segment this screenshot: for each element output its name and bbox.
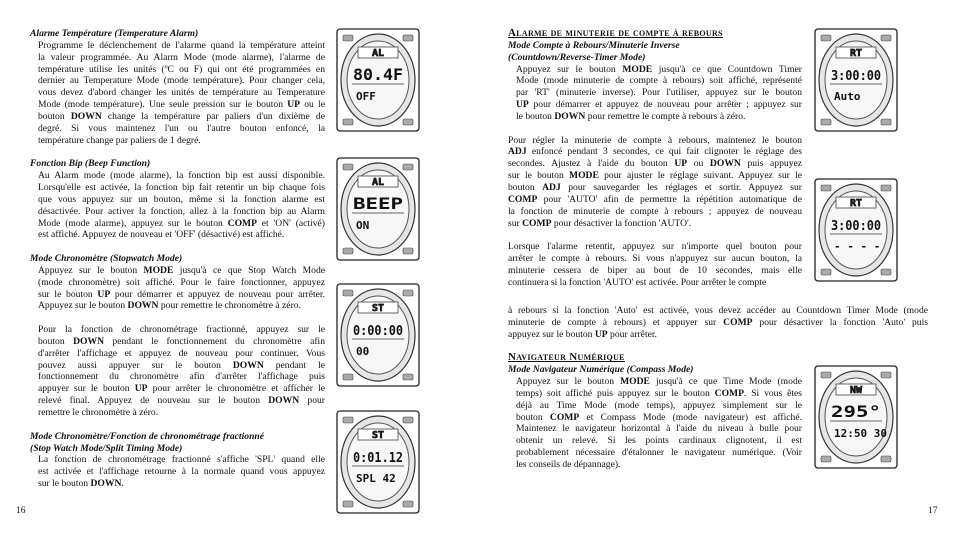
page-number-left: 16: [16, 506, 26, 516]
text-line: le bouton DOWN pour remettre le compte à rebours à zéro.: [516, 110, 746, 122]
text-line: bouton COMP et Compass Mode (mode navigateur) est affiché.: [516, 411, 802, 423]
right-column: [508, 28, 802, 289]
watch-button: [343, 417, 353, 423]
para-countdown-alarm-wide: [508, 305, 928, 341]
page-number-right: 17: [928, 506, 938, 516]
text-line: sur le bouton DOWN.: [38, 478, 124, 490]
lcd-main-value: 3:00:00: [831, 69, 882, 84]
text-line: minuterie cessera de biper au bout de 10 secondes, mais elle: [508, 264, 802, 276]
watch-button: [343, 164, 353, 170]
text-line: Mode (mode alarme), appuyez sur le bouton COMP et 'ON' (activé): [38, 217, 325, 229]
text-line: Lorsqu'elle est activée, la fonction bip fait retentir un bip chaque fois: [38, 181, 325, 193]
text-line: Appuyez sur le bouton DOWN pour remettre le chronomètre à zéro.: [38, 300, 301, 312]
watch-display-stopwatch: [336, 283, 420, 387]
para-countdown-setting: [508, 135, 802, 230]
watch-button: [881, 372, 891, 378]
text-line: La fonction de chronométrage fractionné s'affiche 'SPL' quand elle: [38, 454, 325, 466]
text-line: appuyer sur le bouton UP pour arrêter le chronomètre et afficher le: [38, 383, 326, 395]
lcd-main-value: BEEP: [353, 194, 403, 213]
watch-button: [343, 35, 353, 41]
text-line: COMP pour 'AUTO' afin de permettre la répétition automatique de: [508, 193, 802, 205]
heading-stopwatch-mode: Mode Chronomètre (Stopwatch Mode): [30, 253, 183, 265]
heading-split-timing-1: Mode Chronomètre/Fonction de chronométrage fractionné: [30, 430, 264, 442]
left-column: [30, 28, 325, 490]
watch-button: [881, 456, 891, 462]
para-split-timing: [30, 324, 325, 419]
watch-button: [821, 185, 831, 191]
text-line: par 'RT' (minuterie inverse). Pour l'utiliser, appuyez sur le bouton: [516, 87, 802, 99]
text-line: Programme le déclenchement de l'alarme quand la température atteint: [38, 39, 325, 51]
text-line: sur le bouton MODE pour ajuster le réglage suivant. Appuyez sur le: [508, 170, 802, 182]
text-line: pouvez aussi appuyer sur le bouton DOWN pendant le: [38, 359, 325, 371]
text-line: que vous appuyez sur un bouton, même si la fonction alarme est: [38, 193, 325, 205]
para-compass-mode: [508, 376, 802, 471]
text-line: (mode chronomètre) soit affiché. Pour le faire fonctionner, appuyez: [38, 276, 325, 288]
watch-button: [403, 501, 413, 507]
text-line: la valeur programmée. Au Alarm Mode (mode alarme), l'alarme de: [38, 51, 325, 63]
text-line: dernier au Temperature Mode (mode température). Pour changer cela,: [38, 75, 325, 87]
heading-digital-navigator: Navigateur Numérique: [508, 351, 625, 364]
watch-button: [821, 456, 831, 462]
text-line: Maintenez le navigateur horizontal à l'aide du niveau à bulle pour: [516, 423, 802, 435]
text-line: remettre le chronomètre à zéro.: [38, 407, 159, 418]
text-line: Lorsque l'alarme retentit, appuyez sur n'importe quel bouton pour: [508, 241, 802, 253]
text-line: Pour régler la minuterie de compte à rebours, maintenez le bouton: [508, 134, 802, 146]
lcd-main-value: 0:01.12: [353, 451, 403, 466]
para-stopwatch-mode: [30, 265, 325, 312]
text-line: déjà au Time Mode (mode temps), appuyez simplement sur le: [516, 399, 802, 411]
lcd-main-value: 0:00:00: [353, 324, 404, 339]
watch-button: [881, 269, 891, 275]
watch-button: [881, 35, 891, 41]
text-line: sur COMP pour désactiver la fonction 'AUTO'.: [508, 217, 692, 229]
lcd-mode-label: ST: [371, 430, 385, 441]
watch-button: [821, 35, 831, 41]
text-line: fonctionnement du chronomètre afin d'arrêter l'affichage puis: [38, 371, 325, 383]
text-line: UP pour démarrer et appuyez de nouveau pour arrêter ; appuyez sur: [516, 99, 802, 111]
text-line: probablement nécessaire d'étalonner le navigateur numérique. (Voir: [516, 447, 802, 459]
text-line: temps) soit affiché puis appuyez sur le bouton COMP. Si vous êtes: [516, 387, 802, 399]
watch-button: [821, 372, 831, 378]
text-line: température change par paliers de 1 degré.: [38, 134, 201, 146]
text-line: Appuyez sur le bouton MODE jusqu'à ce que Stop Watch Mode: [38, 264, 325, 276]
watch-button: [343, 248, 353, 254]
watch-button: [403, 35, 413, 41]
watch-button: [403, 248, 413, 254]
para-split-display: [30, 454, 325, 490]
lcd-main-value: 295°: [831, 402, 881, 421]
lcd-mode-label: ST: [371, 303, 385, 314]
text-line: désactivée. Pour activer la fonction, allez à la fonction bip au Alarm: [38, 205, 325, 217]
text-line: arrêter le compte à rebours. Si vous n'appuyez sur aucun bouton, la: [508, 253, 802, 265]
heading-countdown-alarm: Alarme de minuterie de compte à rebours: [508, 27, 723, 39]
text-line: bouton DOWN change la température par paliers d'un dixième de: [38, 110, 325, 122]
text-line: secondes. Ajustez à l'aide du bouton UP ou DOWN puis appuyez: [508, 158, 803, 170]
watch-button: [821, 119, 831, 125]
text-line: Mode (mode température). Une seule pression sur le bouton UP ou le: [38, 99, 325, 111]
text-line: les conseils de dépannage).: [516, 458, 621, 470]
watch-button: [343, 501, 353, 507]
text-line: appuyez sur le bouton UP pour arrêter.: [508, 328, 657, 340]
watch-button: [403, 119, 413, 125]
text-line: minuterie de compte à rebours) et appuyer sur COMP pour désactiver la fonction 'Auto' puis: [508, 316, 928, 328]
lcd-sub-value: 00: [356, 345, 370, 358]
text-line: d'arrêter l'affichage et appuyez de nouveau pour continuer. Vous: [38, 347, 325, 359]
lcd-sub-value: - - - -: [834, 240, 881, 253]
watch-button: [343, 374, 353, 380]
lcd-sub-value: Auto: [834, 90, 861, 103]
lcd-sub-value: 12:50 30: [834, 427, 887, 440]
lcd-mode-label: NW: [849, 385, 863, 396]
subheading-countdown-1: Mode Compte à Rebours/Minuterie Inverse: [508, 39, 680, 51]
watch-display-countdown: [814, 178, 898, 282]
text-line: Appuyez sur le bouton MODE jusqu'à ce que Time Mode (mode: [516, 376, 802, 388]
text-line: Pour la fonction de chronométrage fractionné, appuyez sur le: [38, 324, 325, 336]
subheading-countdown-2: (Countdown/Reverse-Timer Mode): [508, 51, 646, 63]
watch-display-countdown-auto: [814, 28, 898, 132]
watch-button: [403, 417, 413, 423]
text-line: vous devez d'abord changer les unités de température au Temperature: [38, 87, 325, 99]
watch-display-alarm-temp: [336, 28, 420, 132]
watch-button: [821, 269, 831, 275]
lcd-sub-value: OFF: [356, 90, 376, 103]
lcd-mode-label: AL: [371, 177, 385, 188]
text-line: Appuyez sur le bouton MODE jusqu'à ce que Countdown Timer: [516, 63, 802, 75]
para-countdown-usage: [508, 64, 802, 123]
text-line: bouton DOWN pendant le fonctionnement du chronomètre afin: [38, 335, 325, 347]
text-line: bouton ADJ pour sauvegarder les réglages et sortir. Appuyez sur: [508, 181, 802, 193]
para-beep-function: [30, 170, 325, 241]
text-line: ADJ enfoncé pendant 3 secondes, ce qui fait clignoter le réglage des: [508, 146, 802, 158]
text-line: à rebours si la fonction 'Auto' est activée, vous devez accéder au Countdown Timer Mode (mode: [508, 305, 928, 316]
para-countdown-alarm: [508, 241, 802, 288]
heading-temperature-alarm: Alarme Température (Temperature Alarm): [30, 28, 199, 39]
text-line: température utilise les unités (ºC ou F) qui ont été programmées en: [38, 63, 325, 75]
watch-display-split: [336, 410, 420, 514]
text-line: Mode (mode minuterie de compte à rebours) soit affiché, représenté: [516, 75, 802, 87]
text-line: continuera si la fonction 'AUTO' est activée. Pour arrêter le compte: [508, 276, 767, 288]
text-line: est activée et l'affichage retourne à la normale quand vous appuyez: [38, 466, 325, 478]
subheading-compass-mode: Mode Navigateur Numérique (Compass Mode): [508, 364, 694, 376]
text-line: est affiché. Appuyez de nouveau et 'OFF' (désactivé) est affiché.: [38, 229, 285, 241]
watch-button: [881, 119, 891, 125]
text-line: la fonction de minuterie de compte à rebours ; appuyez de nouveau: [508, 205, 802, 217]
text-line: obtenir un relevé. Si les points cardinaux clignotent, il est: [516, 435, 802, 447]
para-temperature-alarm: [30, 40, 325, 147]
watch-button: [343, 119, 353, 125]
watch-button: [403, 290, 413, 296]
text-line: degré. Si vous maintenez l'un ou l'autre bouton enfoncé, la: [38, 122, 325, 134]
text-line: relevé final. Appuyez de nouveau sur le bouton DOWN pour: [38, 395, 325, 407]
heading-split-timing-2: (Stop Watch Mode/Split Timing Mode): [30, 442, 183, 454]
lcd-sub-value: SPL 42: [356, 472, 396, 485]
watch-button: [881, 185, 891, 191]
lcd-sub-value: ON: [356, 219, 370, 232]
watch-button: [343, 290, 353, 296]
lcd-mode-label: AL: [371, 48, 385, 59]
watch-button: [403, 374, 413, 380]
text-line: Au Alarm mode (mode alarme), la fonction bip est aussi disponible.: [38, 170, 325, 182]
heading-beep-function: Fonction Bip (Beep Function): [30, 158, 151, 170]
lcd-main-value: 3:00:00: [831, 219, 882, 234]
watch-display-compass: [814, 365, 898, 469]
watch-button: [403, 164, 413, 170]
lcd-main-value: 80.4F: [353, 65, 403, 84]
lcd-mode-label: RT: [849, 198, 863, 209]
text-line: sur le bouton UP pour démarrer et appuyez de nouveau pour arrêter.: [38, 288, 325, 300]
lcd-mode-label: RT: [849, 48, 863, 59]
watch-display-alarm-beep: [336, 157, 420, 261]
